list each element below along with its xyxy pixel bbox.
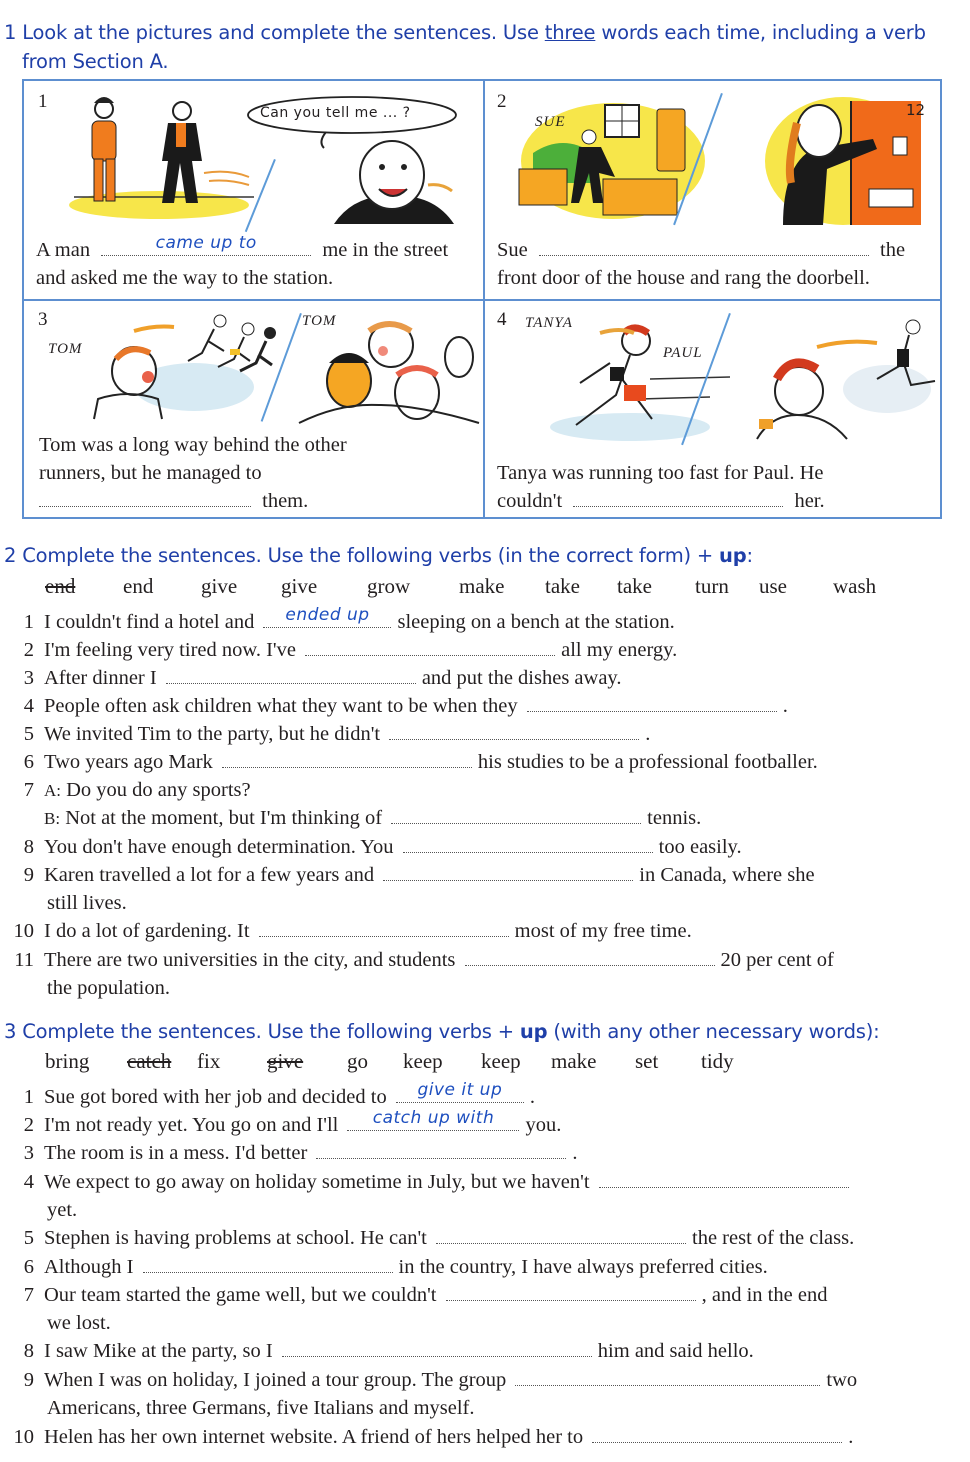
verb-option: make — [551, 1049, 597, 1073]
answer-blank[interactable] — [446, 1286, 696, 1301]
panel-caption — [39, 431, 347, 515]
exercise-item — [10, 636, 677, 664]
runners-crowd-illustration — [299, 323, 479, 428]
item-number: 4 — [23, 1171, 34, 1193]
exercise-item — [10, 1224, 854, 1252]
exercise-item — [10, 833, 742, 861]
item-text-before: Sue got bored with her job and decided to — [44, 1086, 387, 1108]
man-smiling-illustration — [324, 139, 454, 224]
answer-blank[interactable] — [305, 641, 555, 656]
instruction-line2: from Section A. — [22, 50, 169, 73]
answer-blank[interactable] — [465, 951, 715, 966]
caption-text: the — [880, 239, 906, 261]
instruction-text: Complete the sentences. Use the following verbs (in the correct form) + — [22, 544, 720, 567]
item-number: 8 — [23, 1340, 34, 1362]
item-number: 9 — [23, 1369, 34, 1391]
item-text-before: Our team started the game well, but we couldn't — [44, 1284, 437, 1306]
exercise-item — [10, 692, 788, 720]
item-number: 5 — [23, 1227, 34, 1249]
item-number: 6 — [23, 751, 34, 773]
item-text-after: . — [782, 695, 788, 717]
verb-option: bring — [45, 1049, 90, 1073]
answer-blank[interactable] — [143, 1258, 393, 1273]
item-text-before: Although I — [44, 1256, 134, 1278]
tanya-paul-running-illustration — [540, 323, 710, 443]
handwritten-answer: came up to — [155, 233, 257, 253]
exercise-item — [10, 1423, 853, 1451]
item-text-before: I saw Mike at the party, so I — [44, 1340, 273, 1362]
item-text-after: 20 per cent of — [720, 949, 834, 971]
item-text-after: . — [645, 723, 651, 745]
panel-number: 1 — [38, 91, 48, 112]
paul-watching-illustration — [747, 319, 937, 444]
exercise-item — [10, 664, 621, 692]
item-number: 10 — [13, 1426, 34, 1448]
item-text-after: and put the dishes away. — [421, 667, 622, 689]
answer-blank[interactable] — [592, 1428, 842, 1443]
exercise-item — [10, 720, 650, 748]
exercise-item — [10, 861, 815, 889]
answer-blank[interactable] — [263, 605, 391, 628]
answer-blank[interactable] — [599, 1173, 849, 1188]
answer-blank[interactable] — [222, 753, 472, 768]
item-continuation: yet. — [47, 1199, 78, 1221]
item-number: 2 — [23, 639, 34, 661]
item-text-after: in the country, I have always preferred cities. — [398, 1256, 768, 1278]
item-continuation: the population. — [47, 977, 170, 999]
handwritten-answer: give it up — [417, 1080, 503, 1100]
exercise-item — [10, 1366, 857, 1394]
exercise-number: 1 — [4, 21, 17, 44]
item-text-after: too easily. — [658, 836, 742, 858]
caption-text: couldn't — [497, 490, 563, 512]
item-text-before: I couldn't find a hotel and — [44, 611, 255, 633]
exercise-item — [10, 946, 834, 974]
exercise-item — [10, 1253, 768, 1281]
exercise-number: 2 — [4, 544, 17, 567]
instruction-text: words each time, including a verb — [595, 21, 926, 44]
caption-text: A man — [36, 239, 91, 261]
answer-blank[interactable] — [527, 697, 777, 712]
item-number: 1 — [23, 1086, 34, 1108]
verb-option: go — [347, 1049, 368, 1073]
panel-caption — [497, 236, 905, 292]
item-text-before: We invited Tim to the party, but he didn't — [44, 723, 381, 745]
panel-caption — [36, 233, 449, 292]
item-text-before: Karen travelled a lot for a few years and — [44, 864, 375, 886]
item-text-before: Helen has her own internet website. A friend of hers helped her to — [44, 1426, 584, 1448]
runners-race-illustration — [64, 309, 284, 424]
answer-blank[interactable] — [396, 1080, 524, 1103]
verb-option: give — [281, 574, 318, 598]
exercise-number: 3 — [4, 1020, 17, 1043]
instruction-bold: up — [519, 1020, 548, 1043]
item-text-after: the rest of the class. — [692, 1227, 855, 1249]
item-number: 7 — [23, 1284, 34, 1306]
answer-blank[interactable] — [436, 1229, 686, 1244]
exercise-item — [10, 917, 692, 945]
answer-blank[interactable] — [316, 1144, 566, 1159]
item-text-before: Two years ago Mark — [44, 751, 213, 773]
item-text-after: most of my free time. — [514, 920, 692, 942]
verb-option: end — [123, 574, 154, 598]
panel-3 — [24, 301, 483, 517]
street-scene-illustration — [64, 93, 254, 218]
item-text-after: all my energy. — [561, 639, 678, 661]
exercise-1-heading — [4, 18, 926, 76]
verb-option: take — [617, 574, 652, 598]
exercise-item — [10, 1337, 754, 1365]
instruction-text: : — [746, 544, 753, 567]
panel-number: 4 — [497, 309, 507, 330]
answer-blank[interactable] — [282, 1342, 592, 1357]
item-text-before: The room is in a mess. I'd better — [44, 1142, 308, 1164]
instruction-text: Look at the pictures and complete the sentences. Use — [22, 21, 545, 44]
verb-option: turn — [695, 574, 729, 598]
verb-option: give — [201, 574, 238, 598]
caption-text: her. — [794, 490, 825, 512]
panel-number: 3 — [38, 309, 48, 330]
instruction-bold: up — [719, 544, 747, 567]
character-label: PAUL — [663, 345, 703, 361]
item-text-after: . — [572, 1142, 578, 1164]
answer-blank[interactable] — [389, 725, 639, 740]
speaker-label: A: — [44, 781, 61, 800]
verb-option: keep — [481, 1049, 521, 1073]
speech-bubble-text: Can you tell me ... ? — [260, 105, 411, 121]
caption-text: front door of the house and rang the doorbell. — [497, 267, 870, 289]
answer-blank[interactable] — [39, 492, 251, 507]
item-number: 8 — [23, 836, 34, 858]
answer-blank[interactable] — [383, 866, 633, 881]
answer-blank[interactable] — [573, 492, 783, 507]
caption-text: and asked me the way to the station. — [36, 267, 334, 289]
item-number: 10 — [13, 920, 34, 942]
item-text: Do you do any sports? — [66, 779, 251, 801]
item-text-after: his studies to be a professional footballer. — [477, 751, 818, 773]
panel-2 — [485, 81, 940, 299]
exercise-2-heading — [4, 541, 753, 570]
character-label: TOM — [48, 341, 83, 357]
item-number: 9 — [23, 864, 34, 886]
panel-4 — [485, 301, 940, 517]
item-number: 3 — [23, 1142, 34, 1164]
item-text-before: I do a lot of gardening. It — [44, 920, 250, 942]
instruction-text: (with any other necessary words): — [547, 1020, 880, 1043]
item-number: 3 — [23, 667, 34, 689]
item-text-after: , and in the end — [701, 1284, 828, 1306]
picture-grid — [22, 79, 942, 519]
verb-option: tidy — [701, 1049, 734, 1073]
exercise-item — [10, 748, 818, 776]
panel-caption — [497, 459, 825, 515]
item-text-before: I'm not ready yet. You go on and I'll — [44, 1114, 339, 1136]
verb-option: fix — [197, 1049, 221, 1073]
item-text-before: I'm feeling very tired now. I've — [44, 639, 296, 661]
item-continuation: still lives. — [47, 892, 127, 914]
answer-blank[interactable] — [101, 233, 311, 256]
character-label: TANYA — [525, 315, 573, 331]
exercise-item — [10, 1281, 827, 1309]
character-label: SUE — [535, 114, 566, 130]
item-text-after: . — [848, 1426, 854, 1448]
exercise-3-heading — [4, 1017, 880, 1046]
verb-option: make — [459, 574, 505, 598]
item-continuation: Americans, three Germans, five Italians and myself. — [47, 1397, 475, 1419]
verb-option: catch — [127, 1049, 172, 1073]
caption-text: runners, but he managed to — [39, 462, 262, 484]
verb-option: grow — [367, 574, 411, 598]
item-text-before: When I was on holiday, I joined a tour group. The group — [44, 1369, 507, 1391]
verb-option: keep — [403, 1049, 443, 1073]
verb-option: end — [45, 574, 76, 598]
handwritten-answer: ended up — [285, 605, 370, 625]
item-text-after: sleeping on a bench at the station. — [397, 611, 675, 633]
item-continuation: we lost. — [47, 1312, 111, 1334]
exercise-item — [10, 804, 701, 833]
item-text-before: Not at the moment, but I'm thinking of — [65, 807, 383, 829]
character-label: TOM — [302, 313, 337, 329]
item-text-before: After dinner I — [44, 667, 157, 689]
item-text-before: Stephen is having problems at school. He can't — [44, 1227, 427, 1249]
answer-blank[interactable] — [347, 1108, 519, 1131]
item-number: 7 — [23, 779, 34, 801]
exercise-item — [10, 1108, 562, 1139]
caption-text: Sue — [497, 239, 528, 261]
item-number: 1 — [23, 611, 34, 633]
caption-text: me in the street — [322, 239, 449, 261]
item-text-after: you. — [525, 1114, 562, 1136]
answer-blank[interactable] — [166, 669, 416, 684]
caption-text: Tanya was running too fast for Paul. He — [497, 462, 824, 484]
exercise-item — [10, 1168, 855, 1196]
caption-text: them. — [262, 490, 309, 512]
panel-number: 2 — [497, 91, 507, 112]
item-text-before: People often ask children what they want to be when they — [44, 695, 518, 717]
item-text-before: There are two universities in the city, and students — [44, 949, 456, 971]
door-number: 12 — [906, 101, 926, 119]
verb-option: wash — [833, 574, 877, 598]
answer-blank[interactable] — [515, 1371, 820, 1386]
item-text-before: You don't have enough determination. You — [44, 836, 394, 858]
item-text-before: We expect to go away on holiday sometime in July, but we haven't — [44, 1171, 590, 1193]
verb-option: take — [545, 574, 580, 598]
handwritten-answer: catch up with — [372, 1108, 495, 1128]
item-text-after: in Canada, where she — [639, 864, 815, 886]
item-text-after: tennis. — [647, 807, 702, 829]
item-text-after: two — [826, 1369, 858, 1391]
item-number: 6 — [23, 1256, 34, 1278]
exercise-item — [10, 1139, 578, 1167]
panel-1 — [24, 81, 483, 299]
verb-option: give — [267, 1049, 304, 1073]
instruction-text: Complete the sentences. Use the following verbs + — [22, 1020, 520, 1043]
item-number: 4 — [23, 695, 34, 717]
exercise-item — [10, 605, 675, 636]
answer-blank[interactable] — [539, 241, 869, 256]
caption-text: Tom was a long way behind the other — [39, 434, 347, 456]
item-text-after: . — [529, 1086, 535, 1108]
item-text-after: him and said hello. — [597, 1340, 754, 1362]
item-number: 5 — [23, 723, 34, 745]
answer-blank[interactable] — [259, 922, 509, 937]
answer-blank[interactable] — [391, 809, 641, 824]
speaker-label: B: — [44, 809, 61, 828]
item-number: 2 — [23, 1114, 34, 1136]
dialogue-line-a — [10, 776, 251, 805]
instruction-underlined: three — [544, 21, 596, 44]
verb-option: set — [635, 1049, 659, 1073]
answer-blank[interactable] — [403, 838, 653, 853]
item-number: 11 — [14, 949, 34, 971]
verb-option: use — [759, 574, 787, 598]
